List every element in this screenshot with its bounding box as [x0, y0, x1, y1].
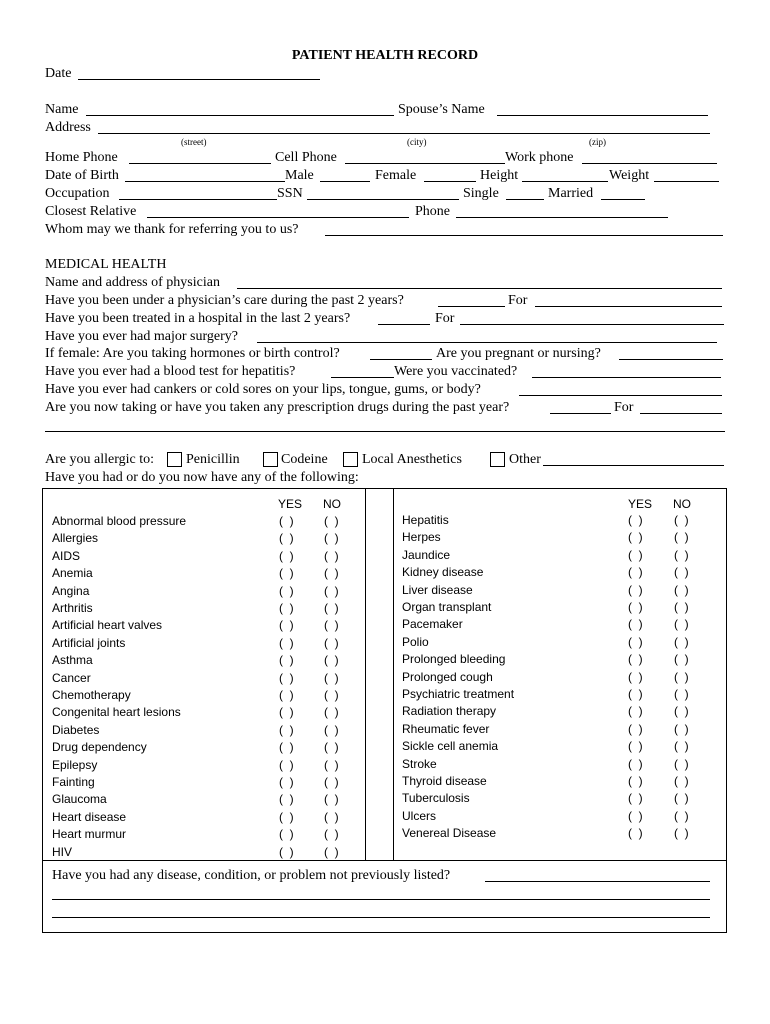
- condition-no-mark[interactable]: ( ): [324, 740, 339, 755]
- condition-label: Asthma: [52, 653, 93, 668]
- condition-no-mark[interactable]: ( ): [674, 774, 689, 788]
- hepatitis-test-answer[interactable]: [331, 377, 394, 378]
- condition-no-mark[interactable]: ( ): [674, 513, 689, 527]
- condition-yes-mark[interactable]: ( ): [628, 582, 643, 597]
- condition-yes-mark[interactable]: ( ): [279, 827, 294, 842]
- condition-label: Drug dependency: [52, 740, 147, 755]
- condition-label: Arthritis: [52, 601, 93, 615]
- condition-label: Epilepsy: [52, 757, 98, 772]
- condition-no-mark[interactable]: ( ): [324, 705, 339, 720]
- condition-no-mark[interactable]: ( ): [674, 582, 689, 597]
- condition-label: Prolonged cough: [402, 669, 493, 684]
- condition-no-mark[interactable]: ( ): [324, 688, 339, 702]
- condition-no-mark[interactable]: ( ): [324, 653, 339, 668]
- condition-label: Psychiatric treatment: [402, 687, 515, 701]
- relative-phone-label: Phone: [415, 204, 450, 219]
- vaccinated-question: Were you vaccinated?: [394, 364, 518, 379]
- date-field[interactable]: [78, 79, 320, 80]
- condition-yes-mark[interactable]: ( ): [628, 600, 643, 614]
- dob-label: Date of Birth: [45, 168, 119, 183]
- spouse-label: Spouse’s Name: [398, 102, 485, 117]
- condition-label: Chemotherapy: [52, 688, 131, 702]
- cell-phone-field[interactable]: [345, 163, 505, 164]
- condition-label: Allergies: [52, 531, 99, 546]
- condition-no-mark[interactable]: ( ): [674, 826, 689, 841]
- condition-yes-mark[interactable]: ( ): [279, 601, 294, 615]
- condition-label: Abnormal blood pressure: [52, 514, 187, 528]
- ssn-field[interactable]: [307, 199, 459, 200]
- condition-yes-mark[interactable]: ( ): [628, 791, 643, 806]
- drugs-for-label: For: [614, 400, 634, 415]
- codeine-label: Codeine: [281, 452, 328, 467]
- single-field[interactable]: [506, 199, 544, 200]
- condition-label: AIDS: [52, 548, 81, 563]
- allergy-label: Are you allergic to:: [45, 452, 154, 467]
- occupation-field[interactable]: [119, 199, 277, 200]
- male-field[interactable]: [320, 181, 370, 182]
- condition-no-mark[interactable]: ( ): [324, 844, 339, 859]
- condition-no-mark[interactable]: ( ): [674, 739, 689, 754]
- other-disease-line-2[interactable]: [52, 899, 710, 900]
- vaccinated-answer[interactable]: [532, 377, 721, 378]
- left-yes-header: YES: [278, 497, 303, 511]
- condition-yes-mark[interactable]: ( ): [628, 704, 643, 719]
- condition-no-mark[interactable]: ( ): [674, 669, 689, 684]
- condition-yes-mark[interactable]: ( ): [279, 670, 294, 685]
- condition-label: Liver disease: [402, 582, 473, 597]
- condition-yes-mark[interactable]: ( ): [628, 669, 643, 684]
- height-label: Height: [480, 168, 519, 183]
- referral-label: Whom may we thank for referring you to us?: [45, 222, 299, 237]
- condition-label: Artificial joints: [52, 635, 126, 650]
- condition-yes-mark[interactable]: ( ): [279, 844, 294, 859]
- spouse-field[interactable]: [497, 115, 708, 116]
- care-for-field[interactable]: [535, 306, 722, 307]
- ssn-label: SSN: [277, 186, 303, 201]
- condition-no-mark[interactable]: ( ): [324, 757, 339, 772]
- single-label: Single: [463, 186, 499, 201]
- other-allergy-label: Other: [509, 452, 541, 467]
- hospital-answer[interactable]: [378, 324, 430, 325]
- drugs-answer[interactable]: [550, 413, 611, 414]
- name-field[interactable]: [86, 115, 394, 116]
- occupation-label: Occupation: [45, 186, 110, 201]
- condition-yes-mark[interactable]: ( ): [279, 705, 294, 720]
- weight-field[interactable]: [654, 181, 719, 182]
- condition-yes-mark[interactable]: ( ): [628, 652, 643, 667]
- address-label: Address: [45, 120, 91, 135]
- height-field[interactable]: [522, 181, 608, 182]
- condition-label: Fainting: [52, 775, 95, 789]
- condition-yes-mark[interactable]: ( ): [279, 740, 294, 755]
- referral-field[interactable]: [325, 235, 723, 236]
- other-allergy-checkbox[interactable]: [490, 452, 505, 467]
- condition-label: Stroke: [402, 756, 437, 771]
- condition-yes-mark[interactable]: ( ): [628, 774, 643, 788]
- weight-label: Weight: [609, 168, 650, 183]
- condition-label: Pacemaker: [402, 617, 463, 632]
- condition-no-mark[interactable]: ( ): [674, 617, 689, 632]
- condition-no-mark[interactable]: ( ): [324, 670, 339, 685]
- address-field[interactable]: [98, 133, 710, 134]
- condition-label: Tuberculosis: [402, 791, 470, 806]
- married-label: Married: [548, 186, 594, 201]
- condition-no-mark[interactable]: ( ): [324, 601, 339, 615]
- condition-label: Kidney disease: [402, 565, 484, 580]
- surgery-question: Have you ever had major surgery?: [45, 329, 238, 344]
- condition-no-mark[interactable]: ( ): [324, 583, 339, 598]
- condition-yes-mark[interactable]: ( ): [279, 722, 294, 737]
- drugs-for-field[interactable]: [640, 413, 722, 414]
- condition-yes-mark[interactable]: ( ): [279, 757, 294, 772]
- care-for-label: For: [508, 293, 528, 308]
- condition-label: Jaundice: [402, 547, 451, 562]
- condition-label: Radiation therapy: [402, 704, 497, 719]
- condition-no-mark[interactable]: ( ): [324, 792, 339, 807]
- condition-label: Rheumatic fever: [402, 721, 490, 736]
- care-answer[interactable]: [438, 306, 505, 307]
- condition-no-mark[interactable]: ( ): [324, 809, 339, 824]
- condition-no-mark[interactable]: ( ): [324, 618, 339, 633]
- codeine-checkbox[interactable]: [263, 452, 278, 467]
- street-hint: (street): [181, 137, 207, 147]
- condition-yes-mark[interactable]: ( ): [628, 547, 643, 562]
- column-divider-right: [393, 488, 394, 860]
- zip-hint: (zip): [589, 137, 606, 147]
- hospital-for-label: For: [435, 311, 455, 326]
- female-label: Female: [375, 168, 417, 183]
- name-label: Name: [45, 102, 79, 117]
- penicillin-checkbox[interactable]: [167, 452, 182, 467]
- condition-yes-mark[interactable]: ( ): [279, 792, 294, 807]
- page-title: PATIENT HEALTH RECORD: [291, 48, 479, 63]
- column-divider-left: [365, 488, 366, 860]
- condition-label: Venereal Disease: [402, 826, 497, 841]
- condition-label: Heart murmur: [52, 827, 127, 842]
- condition-label: Artificial heart valves: [52, 618, 163, 633]
- work-phone-field[interactable]: [582, 163, 717, 164]
- condition-yes-mark[interactable]: ( ): [279, 688, 294, 702]
- condition-no-mark[interactable]: ( ): [674, 756, 689, 771]
- condition-label: Anemia: [52, 566, 93, 581]
- penicillin-label: Penicillin: [186, 452, 240, 467]
- other-allergy-field[interactable]: [543, 465, 724, 466]
- married-field[interactable]: [601, 199, 645, 200]
- right-yes-header: YES: [628, 497, 653, 511]
- condition-no-mark[interactable]: ( ): [324, 635, 339, 650]
- condition-no-mark[interactable]: ( ): [674, 547, 689, 562]
- condition-no-mark[interactable]: ( ): [324, 722, 339, 737]
- condition-yes-mark[interactable]: ( ): [628, 565, 643, 580]
- condition-yes-mark[interactable]: ( ): [628, 513, 643, 527]
- condition-no-mark[interactable]: ( ): [324, 514, 339, 528]
- drugs-question: Are you now taking or have you taken any prescription drugs during the past year?: [45, 400, 510, 415]
- condition-label: Sickle cell anemia: [402, 739, 499, 754]
- condition-yes-mark[interactable]: ( ): [628, 808, 643, 823]
- closest-relative-label: Closest Relative: [45, 204, 137, 219]
- care-question: Have you been under a physician’s care during the past 2 years?: [45, 293, 404, 308]
- condition-no-mark[interactable]: ( ): [674, 530, 689, 545]
- condition-label: Prolonged bleeding: [402, 652, 506, 667]
- local-anesthetics-label: Local Anesthetics: [362, 452, 462, 467]
- condition-no-mark[interactable]: ( ): [674, 600, 689, 614]
- physician-field[interactable]: [237, 288, 722, 289]
- left-no-header: NO: [323, 497, 341, 511]
- male-label: Male: [285, 168, 314, 183]
- condition-label: HIV: [52, 844, 73, 859]
- hepatitis-test-question: Have you ever had a blood test for hepatitis?: [45, 364, 296, 379]
- relative-phone-field[interactable]: [456, 217, 668, 218]
- condition-no-mark[interactable]: ( ): [324, 566, 339, 581]
- condition-yes-mark[interactable]: ( ): [279, 618, 294, 633]
- condition-label: Ulcers: [402, 808, 437, 823]
- condition-no-mark[interactable]: ( ): [674, 634, 689, 649]
- condition-no-mark[interactable]: ( ): [674, 565, 689, 580]
- condition-label: Organ transplant: [402, 600, 492, 614]
- condition-no-mark[interactable]: ( ): [324, 531, 339, 546]
- surgery-answer[interactable]: [257, 342, 717, 343]
- drugs-extra-line[interactable]: [45, 431, 725, 432]
- condition-yes-mark[interactable]: ( ): [628, 721, 643, 736]
- condition-no-mark[interactable]: ( ): [324, 827, 339, 842]
- condition-yes-mark[interactable]: ( ): [628, 756, 643, 771]
- condition-yes-mark[interactable]: ( ): [628, 739, 643, 754]
- condition-yes-mark[interactable]: ( ): [279, 566, 294, 581]
- condition-yes-mark[interactable]: ( ): [279, 809, 294, 824]
- closest-relative-field[interactable]: [147, 217, 409, 218]
- conditions-prompt: Have you had or do you now have any of the following:: [45, 470, 359, 485]
- condition-yes-mark[interactable]: ( ): [279, 653, 294, 668]
- hospital-for-field[interactable]: [460, 324, 724, 325]
- home-phone-label: Home Phone: [45, 150, 118, 165]
- dob-field[interactable]: [125, 181, 285, 182]
- right-no-header: NO: [673, 497, 691, 511]
- condition-no-mark[interactable]: ( ): [674, 791, 689, 806]
- pregnant-answer[interactable]: [619, 359, 723, 360]
- other-disease-question: Have you had any disease, condition, or problem not previously listed?: [52, 868, 451, 883]
- date-label: Date: [45, 66, 72, 81]
- female-field[interactable]: [424, 181, 476, 182]
- condition-yes-mark[interactable]: ( ): [628, 530, 643, 545]
- condition-yes-mark[interactable]: ( ): [279, 531, 294, 546]
- conditions-box-separator: [42, 860, 727, 861]
- condition-yes-mark[interactable]: ( ): [279, 583, 294, 598]
- condition-no-mark[interactable]: ( ): [324, 775, 339, 789]
- local-anesthetics-checkbox[interactable]: [343, 452, 358, 467]
- condition-no-mark[interactable]: ( ): [674, 721, 689, 736]
- city-hint: (city): [407, 137, 427, 147]
- pregnant-question: Are you pregnant or nursing?: [436, 346, 601, 361]
- condition-label: Polio: [402, 634, 429, 649]
- home-phone-field[interactable]: [129, 163, 271, 164]
- work-phone-label: Work phone: [505, 150, 574, 165]
- condition-label: Glaucoma: [52, 792, 107, 807]
- medical-heading: MEDICAL HEALTH: [45, 257, 167, 272]
- condition-yes-mark[interactable]: ( ): [628, 687, 643, 701]
- cell-phone-label: Cell Phone: [275, 150, 337, 165]
- hormones-answer[interactable]: [370, 359, 432, 360]
- condition-yes-mark[interactable]: ( ): [628, 634, 643, 649]
- condition-no-mark[interactable]: ( ): [674, 687, 689, 701]
- hormones-question: If female: Are you taking hormones or birth control?: [45, 346, 340, 361]
- condition-no-mark[interactable]: ( ): [674, 704, 689, 719]
- other-disease-line-3[interactable]: [52, 917, 710, 918]
- condition-yes-mark[interactable]: ( ): [279, 775, 294, 789]
- condition-yes-mark[interactable]: ( ): [279, 514, 294, 528]
- other-disease-answer[interactable]: [485, 881, 710, 882]
- condition-label: Cancer: [52, 670, 91, 685]
- condition-yes-mark[interactable]: ( ): [279, 548, 294, 563]
- condition-yes-mark[interactable]: ( ): [628, 826, 643, 841]
- condition-label: Herpes: [402, 530, 441, 545]
- condition-label: Hepatitis: [402, 513, 449, 527]
- hospital-question: Have you been treated in a hospital in the last 2 years?: [45, 311, 351, 326]
- physician-label: Name and address of physician: [45, 275, 220, 290]
- condition-no-mark[interactable]: ( ): [674, 652, 689, 667]
- condition-no-mark[interactable]: ( ): [674, 808, 689, 823]
- condition-no-mark[interactable]: ( ): [324, 548, 339, 563]
- condition-label: Angina: [52, 583, 90, 598]
- cankers-answer[interactable]: [519, 395, 722, 396]
- condition-yes-mark[interactable]: ( ): [628, 617, 643, 632]
- condition-yes-mark[interactable]: ( ): [279, 635, 294, 650]
- condition-label: Congenital heart lesions: [52, 705, 181, 720]
- condition-label: Heart disease: [52, 809, 127, 824]
- condition-label: Diabetes: [52, 722, 100, 737]
- cankers-question: Have you ever had cankers or cold sores on your lips, tongue, gums, or body?: [45, 382, 481, 397]
- condition-label: Thyroid disease: [402, 774, 487, 788]
